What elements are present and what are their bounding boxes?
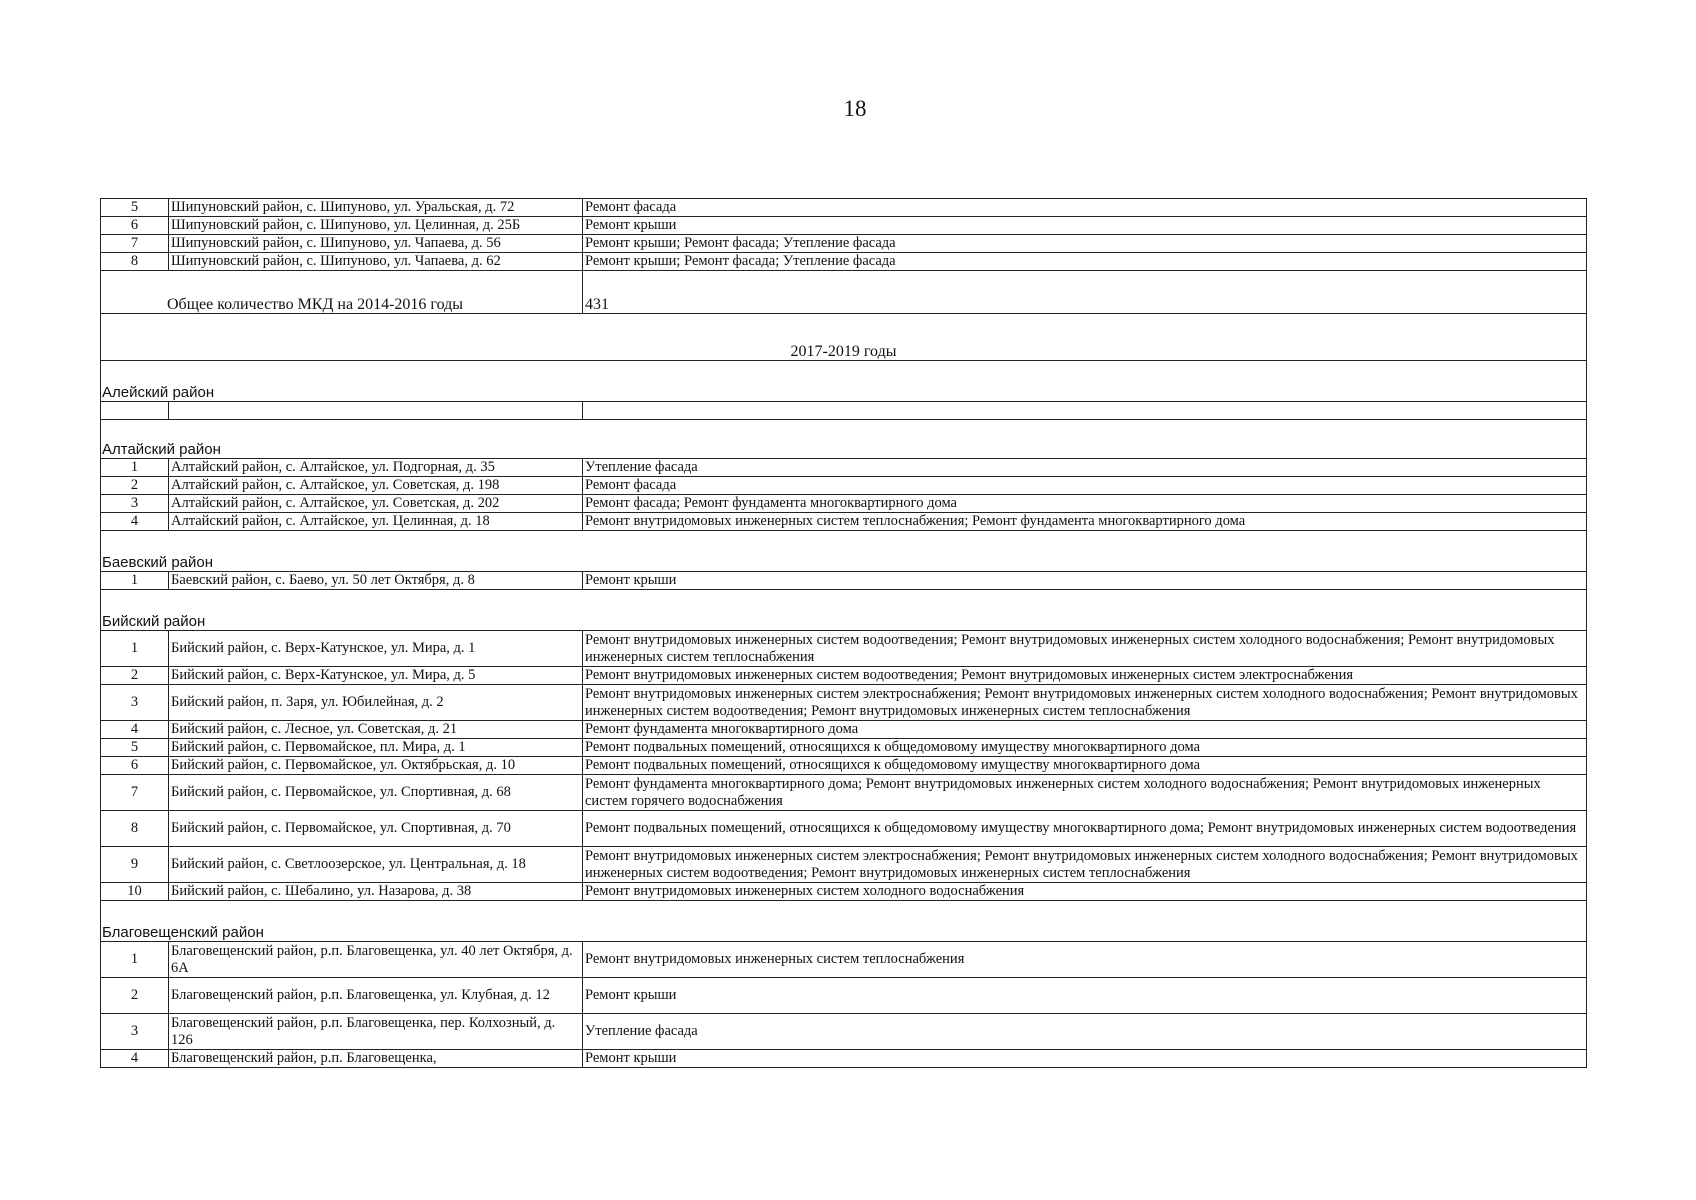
row-work: Ремонт подвальных помещений, относящихся к общедомовому имуществу многоквартирного дома; Ремонт внутридомовых инженерных систем водоотведения (583, 811, 1587, 847)
row-work: Ремонт внутридомовых инженерных систем холодного водоснабжения (583, 883, 1587, 901)
row-work: Ремонт крыши (583, 572, 1587, 590)
row-address: Алтайский район, с. Алтайское, ул. Советская, д. 198 (169, 477, 583, 495)
row-address: Шипуновский район, с. Шипуново, ул. Чапаева, д. 62 (169, 253, 583, 271)
district-heading: Баевский район (101, 531, 1587, 572)
table-row (101, 572, 1587, 590)
table-row (101, 199, 1587, 217)
row-work: Утепление фасада (583, 1014, 1587, 1050)
row-address: Шипуновский район, с. Шипуново, ул. Чапаева, д. 56 (169, 235, 583, 253)
period-heading-row (101, 314, 1587, 361)
row-number: 2 (101, 978, 169, 1014)
row-address: Бийский район, с. Первомайское, ул. Спортивная, д. 68 (169, 775, 583, 811)
row-number: 6 (101, 757, 169, 775)
table-row (101, 757, 1587, 775)
total-row (101, 271, 1587, 314)
row-number: 5 (101, 199, 169, 217)
row-address: Шипуновский район, с. Шипуново, ул. Целинная, д. 25Б (169, 217, 583, 235)
row-number: 1 (101, 572, 169, 590)
row-address: Алтайский район, с. Алтайское, ул. Целинная, д. 18 (169, 513, 583, 531)
district-heading-row (101, 590, 1587, 631)
row-address: Бийский район, с. Шебалино, ул. Назарова, д. 38 (169, 883, 583, 901)
row-work: Ремонт крыши; Ремонт фасада; Утепление фасада (583, 253, 1587, 271)
period-heading: 2017-2019 годы (101, 314, 1587, 361)
row-number: 3 (101, 495, 169, 513)
row-work: Ремонт внутридомовых инженерных систем электроснабжения; Ремонт внутридомовых инженерных систем холодного водоснабжения; Ремонт внутридомовых инженерных систем водоотведения; Ремонт внутридомовых инженерных систем теплоснабжения (583, 685, 1587, 721)
row-number: 6 (101, 217, 169, 235)
table-row (101, 1050, 1587, 1068)
row-number: 2 (101, 477, 169, 495)
row-work: Ремонт фасада (583, 199, 1587, 217)
row-address: Благовещенский район, р.п. Благовещенка, ул. 40 лет Октября, д. 6А (169, 942, 583, 978)
district-heading: Благовещенский район (101, 901, 1587, 942)
district-heading-row (101, 531, 1587, 572)
row-address: Бийский район, п. Заря, ул. Юбилейная, д. 2 (169, 685, 583, 721)
row-address: Бийский район, с. Верх-Катунское, ул. Мира, д. 5 (169, 667, 583, 685)
row-address: Благовещенский район, р.п. Благовещенка, пер. Колхозный, д. 126 (169, 1014, 583, 1050)
district-heading-row (101, 420, 1587, 459)
row-address: Алтайский район, с. Алтайское, ул. Подгорная, д. 35 (169, 459, 583, 477)
table-row (101, 631, 1587, 667)
row-work: Ремонт внутридомовых инженерных систем теплоснабжения (583, 942, 1587, 978)
row-address: Бийский район, с. Верх-Катунское, ул. Мира, д. 1 (169, 631, 583, 667)
row-address: Бийский район, с. Первомайское, ул. Октябрьская, д. 10 (169, 757, 583, 775)
table-row (101, 217, 1587, 235)
table-row (101, 942, 1587, 978)
row-address: Шипуновский район, с. Шипуново, ул. Уральская, д. 72 (169, 199, 583, 217)
row-number: 1 (101, 942, 169, 978)
row-address: Благовещенский район, р.п. Благовещенка, (169, 1050, 583, 1068)
table-row (101, 459, 1587, 477)
row-number: 2 (101, 667, 169, 685)
row-work: Ремонт внутридомовых инженерных систем электроснабжения; Ремонт внутридомовых инженерных систем холодного водоснабжения; Ремонт внутридомовых инженерных систем водоотведения; Ремонт внутридомовых инженерных систем теплоснабжения (583, 847, 1587, 883)
row-number: 1 (101, 631, 169, 667)
row-number: 3 (101, 1014, 169, 1050)
row-number: 1 (101, 459, 169, 477)
row-number: 7 (101, 235, 169, 253)
row-work: Ремонт крыши (583, 217, 1587, 235)
row-number: 4 (101, 1050, 169, 1068)
table-row (101, 775, 1587, 811)
row-number: 3 (101, 685, 169, 721)
row-address: Бийский район, с. Светлоозерское, ул. Центральная, д. 18 (169, 847, 583, 883)
row-work: Ремонт крыши (583, 1050, 1587, 1068)
row-work: Ремонт подвальных помещений, относящихся к общедомовому имуществу многоквартирного дома (583, 739, 1587, 757)
row-address: Баевский район, с. Баево, ул. 50 лет Октября, д. 8 (169, 572, 583, 590)
row-address: Алтайский район, с. Алтайское, ул. Советская, д. 202 (169, 495, 583, 513)
district-heading: Алтайский район (101, 420, 1587, 459)
row-address: Бийский район, с. Лесное, ул. Советская, д. 21 (169, 721, 583, 739)
row-work: Утепление фасада (583, 459, 1587, 477)
table-row (101, 513, 1587, 531)
repair-schedule-table (100, 198, 1587, 1068)
table-row (101, 685, 1587, 721)
table-row (101, 811, 1587, 847)
row-number: 4 (101, 513, 169, 531)
row-work: Ремонт фасада (583, 477, 1587, 495)
row-number: 4 (101, 721, 169, 739)
district-heading-row (101, 361, 1587, 402)
row-number: 7 (101, 775, 169, 811)
row-number: 8 (101, 253, 169, 271)
table-row (101, 495, 1587, 513)
table-row (101, 1014, 1587, 1050)
row-address: Бийский район, с. Первомайское, пл. Мира, д. 1 (169, 739, 583, 757)
row-address: Бийский район, с. Первомайское, ул. Спортивная, д. 70 (169, 811, 583, 847)
row-work: Ремонт крыши (583, 978, 1587, 1014)
row-work: Ремонт фундамента многоквартирного дома; Ремонт внутридомовых инженерных систем холодного водоснабжения; Ремонт внутридомовых инженерных систем горячего водоснабжения (583, 775, 1587, 811)
total-value: 431 (583, 271, 1587, 314)
table-row (101, 978, 1587, 1014)
district-heading-row (101, 901, 1587, 942)
row-work: Ремонт фундамента многоквартирного дома (583, 721, 1587, 739)
row-work: Ремонт крыши; Ремонт фасада; Утепление фасада (583, 235, 1587, 253)
table-row (101, 739, 1587, 757)
row-number: 9 (101, 847, 169, 883)
page-number: 18 (843, 96, 867, 121)
table-row (101, 883, 1587, 901)
row-address: Благовещенский район, р.п. Благовещенка, ул. Клубная, д. 12 (169, 978, 583, 1014)
row-work: Ремонт фасада; Ремонт фундамента многоквартирного дома (583, 495, 1587, 513)
district-heading: Алейский район (101, 361, 1587, 402)
row-work: Ремонт внутридомовых инженерных систем водоотведения; Ремонт внутридомовых инженерных систем электроснабжения (583, 667, 1587, 685)
district-heading: Бийский район (101, 590, 1587, 631)
total-label: Общее количество МКД на 2014-2016 годы (101, 271, 583, 314)
row-number: 5 (101, 739, 169, 757)
empty-row (101, 402, 1587, 420)
row-number: 8 (101, 811, 169, 847)
table-row (101, 721, 1587, 739)
row-work: Ремонт внутридомовых инженерных систем теплоснабжения; Ремонт фундамента многоквартирного дома (583, 513, 1587, 531)
row-work: Ремонт подвальных помещений, относящихся к общедомовому имуществу многоквартирного дома (583, 757, 1587, 775)
table-row (101, 253, 1587, 271)
row-number: 10 (101, 883, 169, 901)
table-row (101, 847, 1587, 883)
table-row (101, 477, 1587, 495)
row-work: Ремонт внутридомовых инженерных систем водоотведения; Ремонт внутридомовых инженерных систем холодного водоснабжения; Ремонт внутридомовых инженерных систем теплоснабжения (583, 631, 1587, 667)
table-row (101, 235, 1587, 253)
table-row (101, 667, 1587, 685)
